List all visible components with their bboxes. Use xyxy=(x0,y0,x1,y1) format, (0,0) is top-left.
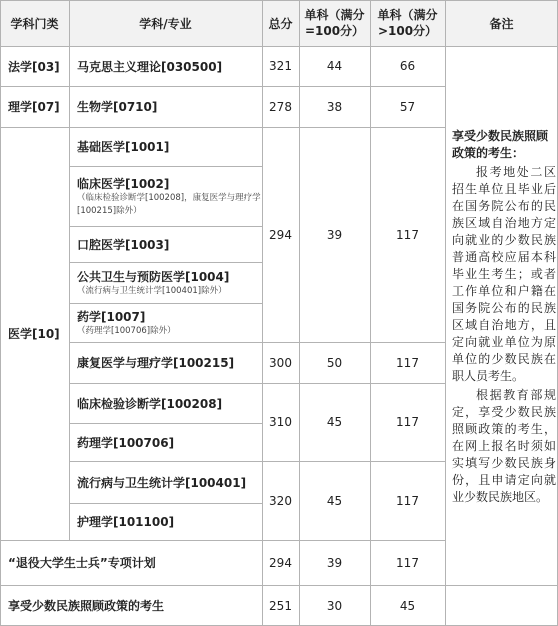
note-body xyxy=(452,164,556,506)
public-health-note: （流行病与卫生统计学[100401]除外） xyxy=(77,285,227,296)
grid-line xyxy=(0,0,558,1)
subject-nursing: 护理学[101100] xyxy=(77,515,175,529)
header-total: 总分 xyxy=(262,0,299,46)
total-medicine-group1: 294 xyxy=(269,227,292,242)
grid-line xyxy=(299,0,300,626)
subject-public-health xyxy=(69,262,262,303)
single-100-science: 38 xyxy=(326,99,343,114)
header-single-over-100: 单科（满分>100分） xyxy=(370,0,445,46)
total-minority: 251 xyxy=(269,598,292,613)
header-note: 备注 xyxy=(445,0,558,46)
grid-line xyxy=(69,461,445,462)
single-over-100-medicine-group4: 117 xyxy=(396,493,419,508)
category-law: 法学[03] xyxy=(8,59,60,74)
single-100-medicine-group3: 45 xyxy=(326,415,343,429)
note-paragraph-2: 根据教育部规定，享受少数民族照顾政策的考生，在网上报名时须如实填写少数民族身份，且申请定向就业少数民族地区。 xyxy=(452,388,556,504)
grid-line xyxy=(0,0,1,626)
grid-line xyxy=(445,0,446,626)
veteran-plan-label: “退役大学生士兵”专项计划 xyxy=(8,556,156,570)
grid-line xyxy=(69,166,262,167)
category-medicine: 医学[10] xyxy=(8,327,60,341)
single-over-100-medicine-group3: 117 xyxy=(396,415,419,429)
single-over-100-medicine-group1: 117 xyxy=(396,227,419,242)
grid-line xyxy=(0,540,445,541)
grid-line xyxy=(69,423,262,424)
total-science: 278 xyxy=(269,99,292,114)
single-100-medicine-group2: 50 xyxy=(326,355,343,370)
subject-pharmacology: 药理学[100706] xyxy=(77,435,175,450)
grid-line xyxy=(262,0,263,626)
single-100-medicine-group4: 45 xyxy=(326,493,343,508)
single-100-law: 44 xyxy=(326,59,343,73)
subject-epidemiology: 流行病与卫生统计学[100401] xyxy=(77,475,247,490)
grid-line xyxy=(0,127,445,128)
category-science: 理学[07] xyxy=(8,100,60,114)
single-100-minority: 30 xyxy=(326,598,343,613)
subject-rehabilitation: 康复医学与理疗学[100215] xyxy=(77,356,235,370)
grid-line xyxy=(370,0,371,626)
grid-line xyxy=(69,262,262,263)
header-subject: 学科/专业 xyxy=(69,0,262,46)
single-over-100-minority: 45 xyxy=(399,598,416,613)
header-category: 学科门类 xyxy=(0,0,69,46)
pharmacy-note: （药理学[100706]除外） xyxy=(77,325,176,336)
public-health-label: 公共卫生与预防医学[1004] xyxy=(77,269,230,284)
grid-line xyxy=(69,0,70,540)
grid-line xyxy=(69,503,262,504)
grid-line xyxy=(69,342,445,343)
total-law: 321 xyxy=(269,59,292,73)
grid-line xyxy=(69,383,445,384)
note-paragraph-1: 报考地处二区招生单位且毕业后在国务院公布的民族区域自治地方定向就业的少数民族普通高校应届本科毕业生考生；或者工作单位和户籍在国务院公布的民族区域自治地方，且定向就业单位为原单位的少数民族在职人员考生。 xyxy=(452,165,556,383)
subject-biology: 生物学[0710] xyxy=(77,100,158,114)
grid-line xyxy=(0,585,558,586)
grid-line xyxy=(0,46,558,47)
total-medicine-group3: 310 xyxy=(269,415,292,429)
clinical-medicine-label: 临床医学[1002] xyxy=(77,176,170,191)
total-medicine-group2: 300 xyxy=(269,355,292,370)
subject-pharmacy xyxy=(69,303,262,342)
note-heading: 享受少数民族照顾政策的考生： xyxy=(452,129,549,160)
subject-clinical-medicine xyxy=(69,166,262,226)
single-100-medicine-group1: 39 xyxy=(326,227,343,242)
minority-policy-label: 享受少数民族照顾政策的考生 xyxy=(8,599,165,613)
clinical-medicine-note: （临床检验诊断学[100208]，康复医学与理疗学[100215]除外） xyxy=(77,192,261,216)
single-over-100-law: 66 xyxy=(399,59,416,73)
subject-marxism: 马克思主义理论[030500] xyxy=(77,59,223,74)
total-medicine-group4: 320 xyxy=(269,493,292,508)
subject-lab-diagnostics: 临床检验诊断学[100208] xyxy=(77,396,223,411)
subject-basic-medicine: 基础医学[1001] xyxy=(77,140,170,154)
single-over-100-veteran: 117 xyxy=(396,555,419,570)
single-over-100-science: 57 xyxy=(399,99,416,114)
header-single-100: 单科（满分=100分） xyxy=(299,0,370,46)
single-over-100-medicine-group2: 117 xyxy=(396,355,419,370)
grid-line xyxy=(0,86,445,87)
total-veteran: 294 xyxy=(269,555,292,570)
single-100-veteran: 39 xyxy=(326,555,343,570)
grid-line xyxy=(69,226,262,227)
grid-line xyxy=(69,303,262,304)
subject-oral-medicine: 口腔医学[1003] xyxy=(77,237,170,252)
pharmacy-label: 药学[1007] xyxy=(77,309,146,324)
